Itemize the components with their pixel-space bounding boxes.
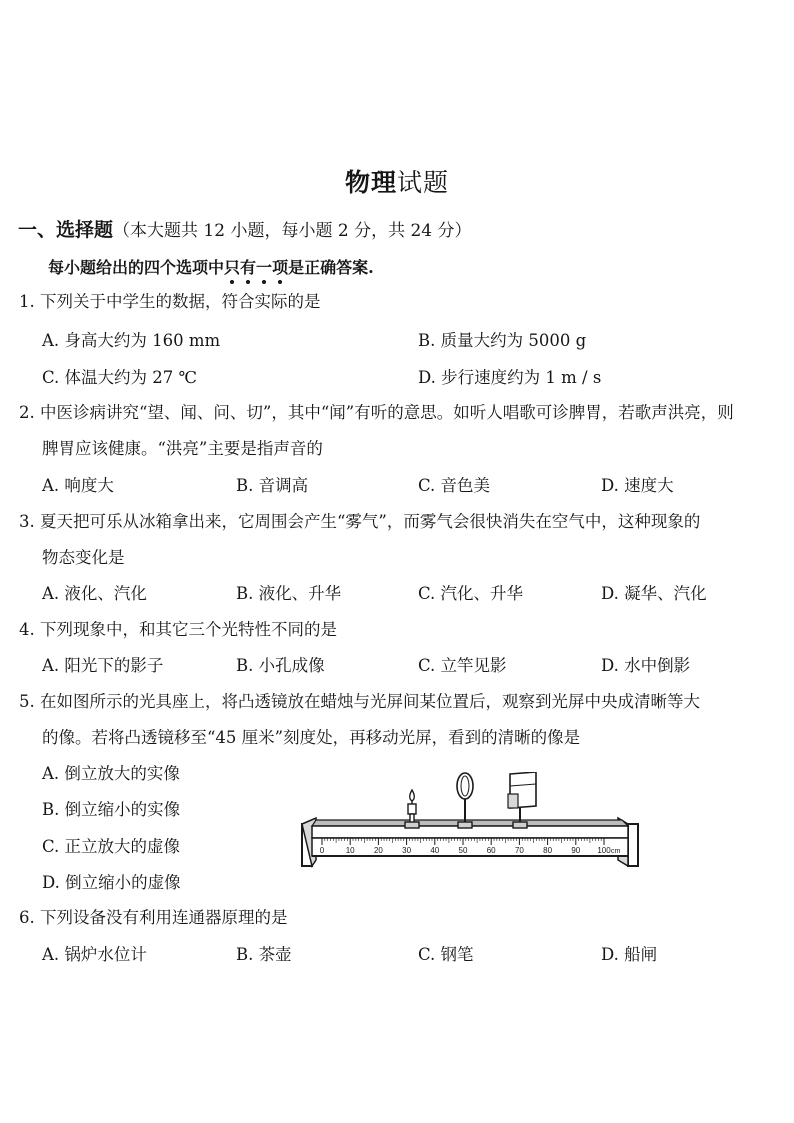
question-5-option-d: D. 倒立缩小的虚像	[42, 873, 181, 892]
question-6-option-c: C. 钢笔	[418, 945, 474, 964]
question-3-option-b: B. 液化、升华	[236, 584, 342, 603]
candle	[405, 790, 419, 828]
question-1-stem: 1. 下列关于中学生的数据，符合实际的是	[19, 292, 321, 311]
ruler-tick-label: 10	[345, 846, 355, 855]
ruler-tick-label: 60	[486, 846, 496, 855]
question-1-option-c: C. 体温大约为 27 ℃	[42, 368, 197, 387]
ruler-tick-label: 70	[514, 846, 524, 855]
ruler-tick-label: 20	[373, 846, 383, 855]
title-main: 物理	[344, 168, 397, 197]
ruler-tick-label: 100	[597, 846, 611, 855]
question-2-option-c: C. 音色美	[418, 476, 491, 495]
question-1-option-b: B. 质量大约为 5000 g	[418, 331, 587, 350]
emphasis-char: 一	[256, 258, 273, 277]
ruler-tick-label: 30	[402, 846, 412, 855]
question-5-option-a: A. 倒立放大的实像	[42, 764, 180, 783]
question-6-option-b: B. 茶壶	[236, 945, 292, 964]
ruler-tick-label: 90	[571, 846, 581, 855]
title-suffix: 试题	[397, 168, 450, 197]
question-4-option-a: A. 阳光下的影子	[42, 656, 164, 675]
question-2-option-d: D. 速度大	[601, 476, 674, 495]
question-5-stem-line-2: 的像。若将凸透镜移至“45 厘米”刻度处，再移动光屏，看到的清晰的像是	[42, 728, 581, 747]
instruction-before: 每小题给出的四个选项中	[48, 258, 225, 277]
question-6-option-d: D. 船闸	[601, 945, 658, 964]
question-3-option-d: D. 凝华、汽化	[601, 584, 707, 603]
section-note: （本大题共 12 小题，每小题 2 分，共 24 分）	[113, 221, 472, 241]
question-5-option-b: B. 倒立缩小的实像	[42, 800, 181, 819]
question-2-option-a: A. 响度大	[42, 476, 114, 495]
ruler-tick-label: 40	[430, 846, 440, 855]
section-heading-text: 一、选择题	[18, 219, 114, 241]
ruler-tick-label: 0	[319, 846, 325, 855]
question-5-option-c: C. 正立放大的虚像	[42, 837, 181, 856]
ruler-unit: cm	[611, 848, 621, 855]
question-6-option-a: A. 锅炉水位计	[42, 945, 147, 964]
instruction-after: 是正确答案.	[288, 258, 374, 277]
question-1-option-a: A. 身高大约为 160 mm	[42, 331, 221, 350]
ruler-tick-label: 50	[458, 846, 468, 855]
question-5-stem-line-1: 5. 在如图所示的光具座上，将凸透镜放在蜡烛与光屏间某位置后，观察到光屏中央成清晰等大	[19, 692, 700, 711]
emphasis-char: 有	[240, 258, 257, 277]
question-3-option-c: C. 汽化、升华	[418, 584, 524, 603]
optical-bench-figure	[296, 772, 656, 872]
question-3-stem-line-1: 3. 夏天把可乐从冰箱拿出来，它周围会产生“雾气”，而雾气会很快消失在空气中，这种现象的	[19, 512, 701, 531]
question-4-option-d: D. 水中倒影	[601, 656, 691, 675]
question-3-option-a: A. 液化、汽化	[42, 584, 147, 603]
page-title	[0, 163, 794, 199]
emphasis-char: 只	[224, 258, 241, 277]
section-heading	[18, 215, 472, 242]
question-6-stem: 6. 下列设备没有利用连通器原理的是	[19, 908, 288, 927]
question-2-stem-line-2: 脾胃应该健康。“洪亮”主要是指声音的	[42, 439, 323, 458]
section-instruction	[48, 255, 374, 278]
question-4-option-b: B. 小孔成像	[236, 656, 325, 675]
question-2-option-b: B. 音调高	[236, 476, 309, 495]
question-4-option-c: C. 立竿见影	[418, 656, 507, 675]
question-4-stem: 4. 下列现象中，和其它三个光特性不同的是	[19, 620, 337, 639]
emphasis-char: 项	[272, 258, 289, 277]
ruler-tick-label: 80	[543, 846, 553, 855]
question-2-stem-line-1: 2. 中医诊病讲究“望、闻、问、切”，其中“闻”有听的意思。如听人唱歌可诊脾胃，若歌声洪亮，则	[19, 403, 734, 422]
question-3-stem-line-2: 物态变化是	[42, 548, 125, 567]
question-1-option-d: D. 步行速度约为 1 m / s	[418, 368, 602, 387]
